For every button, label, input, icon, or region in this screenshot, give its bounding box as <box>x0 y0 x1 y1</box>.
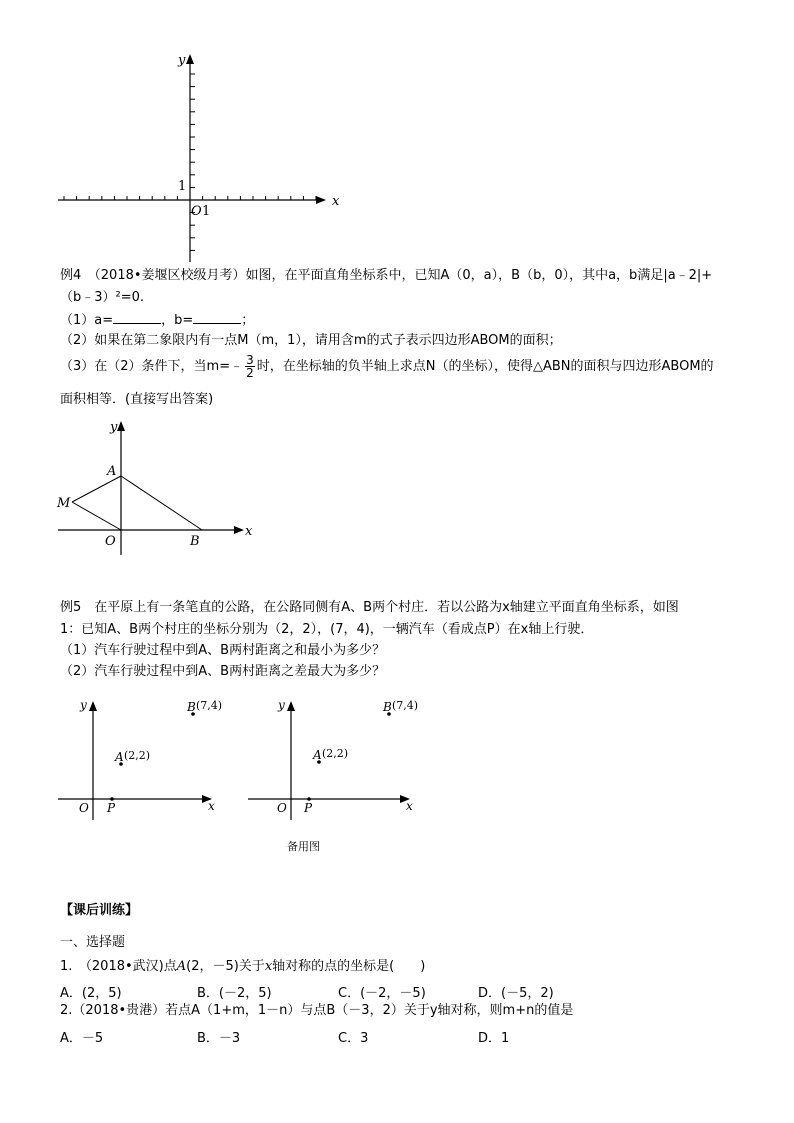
figure-villages-backup <box>242 695 422 825</box>
q1-stem-a: 1. （2018•武汉)点 <box>60 959 177 974</box>
point-b-label: B <box>187 700 196 714</box>
x-axis-label: x <box>208 799 215 813</box>
q2-option-b[interactable]: B．－3 <box>197 1031 241 1046</box>
origin-label: O <box>191 204 202 219</box>
q2-option-d[interactable]: D．1 <box>478 1031 510 1046</box>
x-tick-label: 1 <box>202 204 211 219</box>
section-multiple-choice: 一、选择题 <box>60 935 126 950</box>
ex4-q3 <box>60 354 714 379</box>
segment-ab <box>121 476 202 530</box>
figure-axes-grid <box>50 50 350 270</box>
y-axis-arrow <box>186 54 194 64</box>
y-axis-arrow <box>287 701 295 711</box>
origin-label: O <box>277 801 287 815</box>
ex5-line1: 例5 在平原上有一条笔直的公路，在公路同侧有A、B两个村庄．若以公路为x轴建立平面直角坐标系，如图 <box>60 600 679 615</box>
y-axis-label: y <box>110 420 118 435</box>
question-2-stem: 2.（2018•贵港）若点A（1+m，1－n）与点B（－3，2）关于y轴对称，则m+n的值是 <box>60 1003 574 1018</box>
y-ticks <box>190 74 195 250</box>
ex5-line2: 1：已知A、B两个村庄的坐标分别为（2，2），(7，4)，一辆汽车（看成点P）在x轴上行驶． <box>60 622 594 637</box>
point-b-label: B <box>383 700 392 714</box>
ex5-q2: （2）汽车行驶过程中到A、B两村距离之差最大为多少？ <box>60 664 386 679</box>
y-axis-arrow <box>117 421 125 431</box>
y-axis-label: y <box>278 698 285 712</box>
q1-option-b[interactable]: B．(－2，5) <box>197 986 272 1001</box>
x-axis-label: x <box>406 799 413 813</box>
q1-point-a: A <box>176 959 187 974</box>
q1-option-d[interactable]: D．(－5，2) <box>478 986 554 1001</box>
answer-blank-b <box>193 311 241 324</box>
x-axis-arrow <box>316 196 326 204</box>
q1-option-a[interactable]: A．(2，5) <box>60 986 122 1001</box>
segment-ma <box>72 476 121 502</box>
ex4-q2: （2）如果在第二象限内有一点M（m，1），请用含m的式子表示四边形ABOM的面积； <box>60 333 562 348</box>
figure-quadrilateral-abom <box>50 415 270 555</box>
point-b-label: B <box>190 534 200 549</box>
ex4-q1 <box>60 311 254 329</box>
point-a-label: A <box>115 750 124 764</box>
q1-option-c[interactable]: C．(－2，－5) <box>338 986 426 1001</box>
point-p-label: P <box>304 801 313 815</box>
point-a-coord: (2,2) <box>124 749 151 762</box>
ex4-q3-line2: 面积相等．(直接写出答案) <box>60 392 214 407</box>
question-1-stem <box>60 959 425 975</box>
q1-axis-x: x <box>264 959 273 974</box>
point-a-coord: (2,2) <box>322 747 349 760</box>
point-p-label: P <box>107 801 116 815</box>
ex5-q1: （1）汽车行驶过程中到A、B两村距离之和最小为多少？ <box>60 643 386 658</box>
x-axis-label: x <box>245 524 253 539</box>
ex4-line1: 例4 （2018•姜堰区校级月考）如图，在平面直角坐标系中，已知A（0，a），B（b，0），其中a，b满足|a﹣2|+ <box>60 268 713 283</box>
q1-stem-c: 轴对称的点的坐标是( ) <box>272 959 426 974</box>
point-b-coord: (7,4) <box>196 699 223 712</box>
ex4-q3-prefix: （3）在（2）条件下，当m=﹣ <box>60 359 244 374</box>
q2-option-c[interactable]: C．3 <box>338 1031 369 1046</box>
fraction-numerator: 3 <box>246 353 254 367</box>
point-a-label: A <box>313 748 322 762</box>
ex4-q1-prefix: （1）a= <box>60 313 114 328</box>
ex4-q1-suffix: ； <box>241 313 255 328</box>
point-a-label: A <box>107 464 117 479</box>
ex4-q3-suffix: 时，在坐标轴的负半轴上求点N（的坐标），使得△ABN的面积与四边形ABOM的 <box>256 359 714 374</box>
y-axis-label: y <box>178 53 186 68</box>
fraction-three-halves <box>245 354 255 379</box>
x-axis-arrow <box>234 526 244 534</box>
q1-stem-b: (2，－5)关于 <box>186 959 265 974</box>
y-tick-label: 1 <box>178 179 187 194</box>
point-m-label: M <box>57 496 71 511</box>
ex4-q1-mid: ，b= <box>161 313 194 328</box>
origin-label: O <box>105 534 116 549</box>
answer-blank-a <box>113 311 161 324</box>
fraction-denominator: 2 <box>246 366 254 380</box>
figure-villages-1 <box>50 695 230 825</box>
origin-label: O <box>79 801 89 815</box>
ex4-line2: （b﹣3）²=0. <box>60 290 145 305</box>
y-axis-label: y <box>80 698 87 712</box>
y-axis-arrow <box>89 701 97 711</box>
training-header: 【课后训练】 <box>60 903 139 918</box>
x-axis-label: x <box>332 194 340 209</box>
point-b-coord: (7,4) <box>392 699 419 712</box>
backup-figure-caption: 备用图 <box>287 840 320 853</box>
q2-option-a[interactable]: A．－5 <box>60 1031 104 1046</box>
segment-mo <box>72 502 121 530</box>
